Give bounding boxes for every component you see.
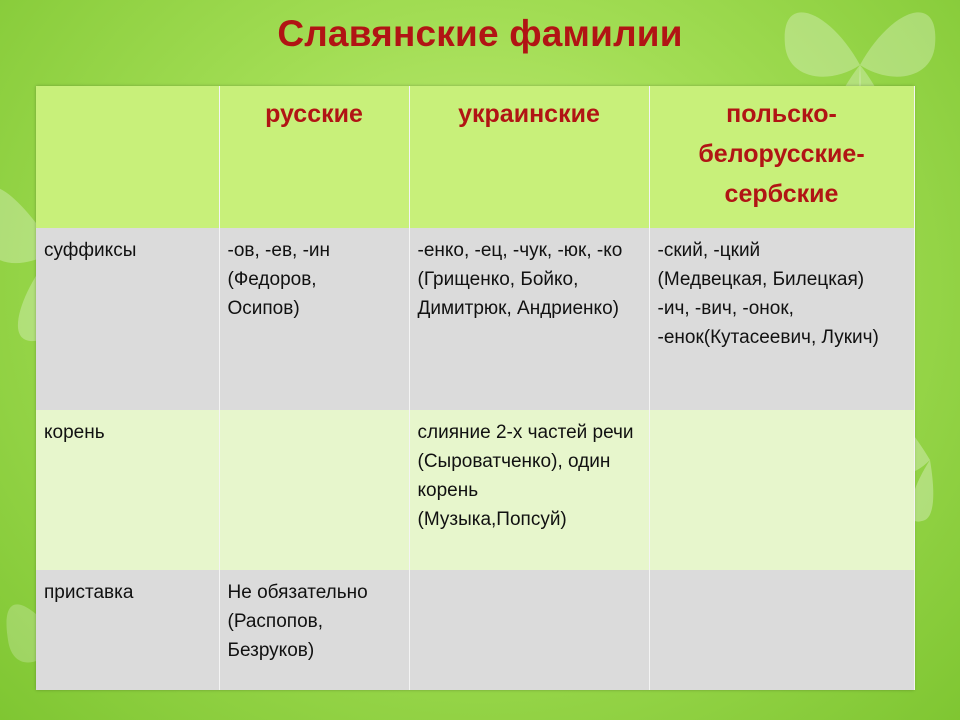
- header-cell-empty: [36, 86, 219, 228]
- cell-line: (Сыроватченко), один: [417, 451, 611, 472]
- cell-suffixes-ukrainian: [409, 228, 649, 410]
- table-row-prefix: [36, 570, 914, 690]
- surnames-table-panel: [36, 86, 914, 690]
- cell-line: Не обязательно: [227, 582, 368, 603]
- cell-line: Димитрюк, Андриенко): [417, 298, 619, 319]
- header-polish-line-1: польско-: [726, 100, 837, 128]
- cell-suffixes-russian: [219, 228, 409, 410]
- row-label-root: корень: [36, 410, 219, 570]
- cell-root-ukrainian: [409, 410, 649, 570]
- header-russian-line: русские: [265, 100, 363, 128]
- cell-line: -енок(Кутасеевич, Лукич): [657, 327, 879, 348]
- slide-title: Славянские фамилии: [277, 13, 683, 54]
- cell-line: (Федоров,: [227, 269, 317, 290]
- header-polish-line-3: сербские: [724, 180, 839, 208]
- cell-prefix-russian: [219, 570, 409, 690]
- cell-line: корень: [417, 480, 479, 501]
- cell-prefix-polish: [649, 570, 914, 690]
- header-ukrainian-line: украинские: [458, 100, 600, 128]
- cell-line: -ов, -ев, -ин: [227, 240, 331, 261]
- cell-line: Осипов): [227, 298, 300, 319]
- cell-prefix-ukrainian: [409, 570, 649, 690]
- table-row-root: [36, 410, 914, 570]
- table-header-row: [36, 86, 914, 228]
- row-label-suffixes: суффиксы: [36, 228, 219, 410]
- cell-line: -ский, -цкий: [657, 240, 761, 261]
- cell-line: -енко, -ец, -чук, -юк, -ко: [417, 240, 623, 261]
- header-cell-ukrainian: [409, 86, 649, 228]
- cell-root-polish: [649, 410, 914, 570]
- cell-line: -ич, -вич, -онок,: [657, 298, 794, 319]
- cell-line: (Медвецкая, Билецкая): [657, 269, 865, 290]
- header-polish-line-2: белорусские-: [698, 140, 865, 168]
- cell-line: Безруков): [227, 640, 315, 661]
- cell-line: (Распопов,: [227, 611, 324, 632]
- cell-line: (Грищенко, Бойко,: [417, 269, 579, 290]
- cell-suffixes-polish: [649, 228, 914, 410]
- header-cell-polish-belarusian-serbian: [649, 86, 914, 228]
- header-cell-russian: [219, 86, 409, 228]
- cell-line: слияние 2-х частей речи: [417, 422, 634, 443]
- surnames-table: [36, 86, 915, 690]
- cell-line: (Музыка,Попсуй): [417, 509, 567, 530]
- table-row-suffixes: [36, 228, 914, 410]
- cell-root-russian: [219, 410, 409, 570]
- row-label-prefix: приставка: [36, 570, 219, 690]
